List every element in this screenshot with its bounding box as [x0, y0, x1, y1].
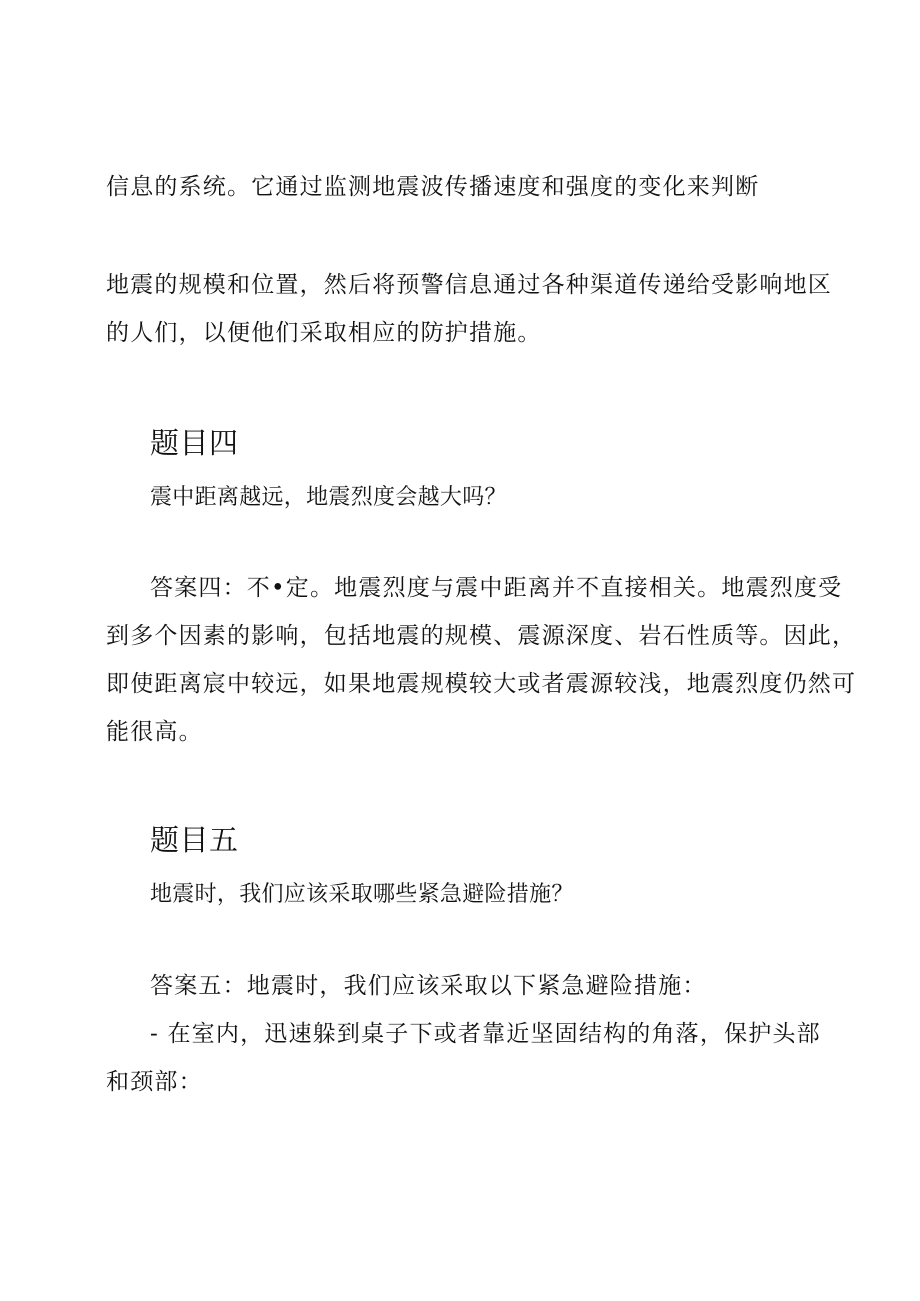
- answer-q5-line-1: 答案五：地震时，我们应该采取以下紧急避险措施：: [150, 973, 707, 999]
- section-title-q4: 题目四: [150, 426, 239, 460]
- intro-line-2: 地震的规模和位置，然后将预警信息通过各种渠道传递给受影响地区: [106, 272, 832, 298]
- question-q5: 地震时，我们应该采取哪些紧急避险措施？: [150, 882, 574, 907]
- section-title-q5: 题目五: [150, 823, 239, 857]
- question-q4: 震中距离越远，地震烈度会越大吗？: [150, 485, 507, 510]
- answer-q4-line-2: 到多个因素的影响，包括地震的规模、震源深度、岩石性质等。因此，: [106, 623, 857, 649]
- answer-q4-line-1: 答案四：不•定。地震烈度与震中距离并不直接相关。地震烈度受: [150, 575, 843, 601]
- intro-line-3: 的人们，以便他们采取相应的防护措施。: [106, 320, 542, 346]
- answer-q5-line-3: 和颈部：: [106, 1069, 203, 1095]
- answer-q4-line-4: 能很高。: [106, 719, 203, 745]
- intro-line-1: 信息的系统。它通过监测地震波传播速度和强度的变化来判断: [106, 174, 760, 200]
- answer-q4-line-3: 即使距离宸中较远，如果地震规模较大或者震源较浅，地震烈度仍然可: [106, 671, 857, 697]
- answer-q5-line-2: - 在室内，迅速躲到桌子下或者靠近坚固结构的角落，保护头部: [150, 1021, 821, 1047]
